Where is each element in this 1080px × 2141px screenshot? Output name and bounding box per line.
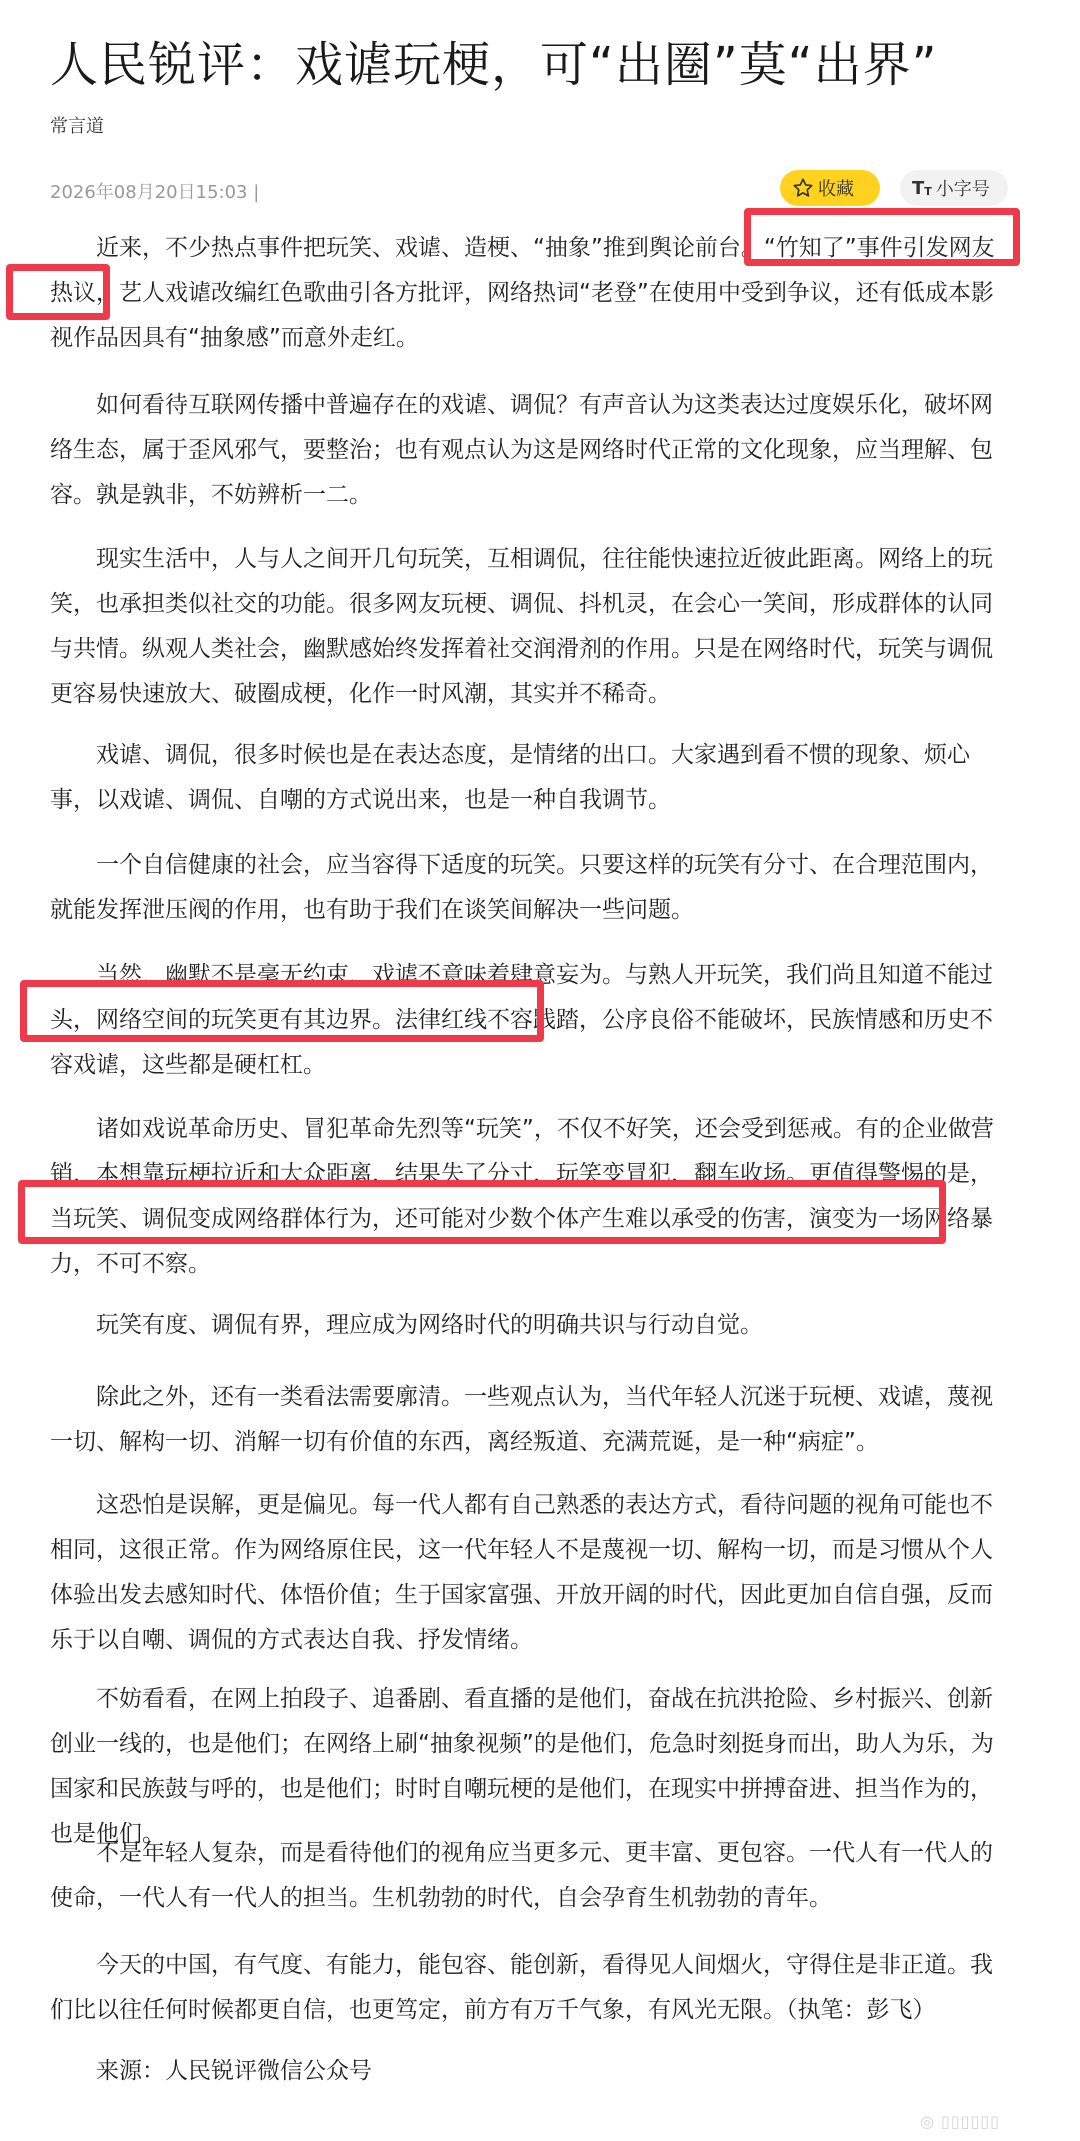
- font-size-button[interactable]: [900, 170, 1008, 206]
- highlight-box-2: [20, 980, 544, 1042]
- article-title: 人民锐评：戏谑玩梗，可“出圈”莫“出界”: [50, 37, 938, 93]
- source-line: 来源：人民锐评微信公众号: [96, 2058, 372, 2084]
- paragraph-6: 当然，幽默不是毫无约束，戏谑不意味着肆意妄为。与熟人开玩笑，我们尚且知道不能过头，网络空间的玩笑更有其边界。法律红线不容践踏，公序良俗不能破坏，民族情感和历史不容戏谑，这些都是硬杠杠。: [50, 962, 993, 1078]
- paragraph-7: 诸如戏说革命历史、冒犯革命先烈等“玩笑”，不仅不好笑，还会受到惩戒。有的企业做营销，本想靠玩梗拉近和大众距离，结果失了分寸，玩笑变冒犯，翻车收场。更值得警惕的是，当玩笑、调侃变成网络群体行为，还可能对少数个体产生难以承受的伤害，演变为一场网络暴力，不可不察。: [50, 1116, 994, 1277]
- highlight-box-3: [18, 1180, 946, 1244]
- publish-datetime: 2026年08月20日15:03 |: [50, 182, 260, 203]
- highlight-box-1b: [6, 264, 110, 320]
- font-size-label: 小字号: [935, 179, 990, 200]
- paragraph-3: 现实生活中，人与人之间开几句玩笑，互相调侃，往往能快速拉近彼此距离。网络上的玩笑，也承担类似社交的功能。很多网友玩梗、调侃、抖机灵，在会心一笑间，形成群体的认同与共情。纵观人类社会，幽默感始终发挥着社交润滑剂的作用。只是在网络时代，玩笑与调侃更容易快速放大、破圈成梗，化作一时风潮，其实并不稀奇。: [50, 546, 993, 707]
- paragraph-1: 近来，不少热点事件把玩笑、戏谑、造梗、“抽象”推到舆论前台。“竹知了”事件引发网友热议，艺人戏谑改编红色歌曲引各方批评，网络热词“老登”在使用中受到争议，还有低成本影视作品因具有“抽象感”而意外走红。: [50, 235, 995, 351]
- paragraph-8: 玩笑有度、调侃有界，理应成为网络时代的明确共识与行动自觉。: [96, 1312, 763, 1338]
- paragraph-9: 除此之外，还有一类看法需要廓清。一些观点认为，当代年轻人沉迷于玩梗、戏谑，蔑视一切、解构一切、消解一切有价值的东西，离经叛道、充满荒诞，是一种“病症”。: [50, 1384, 993, 1455]
- paragraph-12: 不是年轻人复杂，而是看待他们的视角应当更多元、更丰富、更包容。一代人有一代人的使命，一代人有一代人的担当。生机勃勃的时代，自会孕育生机勃勃的青年。: [50, 1840, 993, 1911]
- paragraph-4: 戏谑、调侃，很多时候也是在表达态度，是情绪的出口。大家遇到看不惯的现象、烦心事，以戏谑、调侃、自嘲的方式说出来，也是一种自我调节。: [50, 742, 970, 813]
- favorite-label: 收藏: [818, 179, 854, 200]
- favorite-button[interactable]: [780, 170, 880, 206]
- article-author: 常言道: [50, 116, 104, 137]
- paragraph-13: 今天的中国，有气度、有能力，能包容、能创新，看得见人间烟火，守得住是非正道。我们比以往任何时候都更自信，也更笃定，前方有万千气象，有风光无限。（执笔：彭飞）: [50, 1952, 993, 2023]
- paragraph-5: 一个自信健康的社会，应当容得下适度的玩笑。只要这样的玩笑有分寸、在合理范围内，就能发挥泄压阀的作用，也有助于我们在谈笑间解决一些问题。: [50, 852, 993, 923]
- text-size-icon: T T: [912, 177, 932, 199]
- paragraph-10: 这恐怕是误解，更是偏见。每一代人都有自己熟悉的表达方式，看待问题的视角可能也不相同，这很正常。作为网络原住民，这一代年轻人不是蔑视一切、解构一切，而是习惯从个人体验出发去感知时代、体悟价值；生于国家富强、开放开阔的时代，因此更加自信自强，反而乐于以自嘲、调侃的方式表达自我、抒发情绪。: [50, 1492, 993, 1653]
- watermark: ◎ ▯▯▯▯▯▯: [920, 2112, 1000, 2131]
- paragraph-11: 不妨看看，在网上拍段子、追番剧、看直播的是他们，奋战在抗洪抢险、乡村振兴、创新创业一线的，也是他们；在网络上刷“抽象视频”的是他们，危急时刻挺身而出，助人为乐，为国家和民族鼓与呼的，也是他们；时时自嘲玩梗的是他们，在现实中拼搏奋进、担当作为的，也是他们。: [50, 1686, 994, 1847]
- star-icon: [792, 177, 814, 199]
- highlight-box-1a: [744, 208, 1020, 266]
- paragraph-2: 如何看待互联网传播中普遍存在的戏谑、调侃？有声音认为这类表达过度娱乐化，破坏网络生态，属于歪风邪气，要整治；也有观点认为这是网络时代正常的文化现象，应当理解、包容。孰是孰非，不妨辨析一二。: [50, 392, 993, 508]
